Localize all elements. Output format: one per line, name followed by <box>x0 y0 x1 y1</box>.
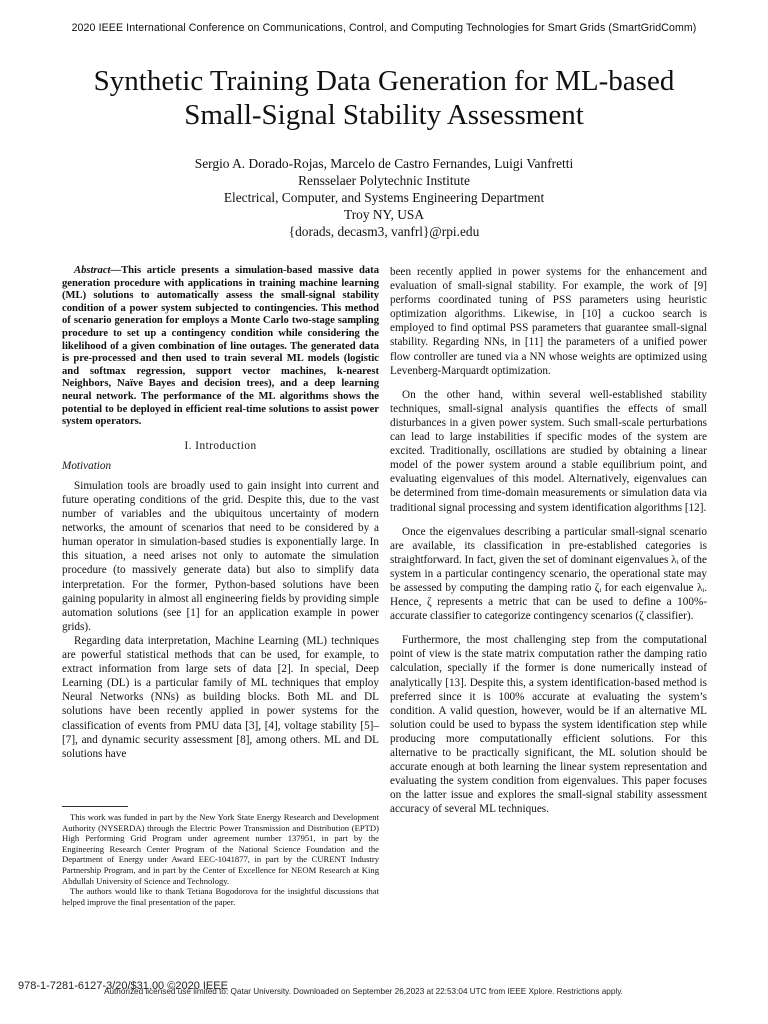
right-paragraph-4: Furthermore, the most challenging step from the computational point of view is the state matrix computation rather the damping ratio calculation, specially if the former is done numerically instead of analytically [13]. Despite this, a system identification-based method is preferred since it is 100% accurate at evaluating the system’s condition. A valid question, however, would be if an alternative ML solution could be used to bypass the system identification step while producing more computationally efficient solutions. For this alternative to be practically significant, the ML solution should be accurate enough at both learning the linear system representation and evaluating the system condition from eigenvalues. This paper focuses on the latter issue and explores the small-signal stability assessment accuracy of several ML techniques. <box>390 634 707 816</box>
author-institute: Rensselaer Polytechnic Institute <box>298 173 470 188</box>
abstract-lead: Abstract <box>74 265 111 276</box>
right-paragraph-1: been recently applied in power systems for the enhancement and evaluation of small-signal stability. For example, the work of [9] performs coordinated tuning of PSS parameters using heuristic optimization algorithms. Likewise, in [10] a cuckoo search is employed to find optimal PSS parameters that guarantee small-signal stability. Regarding NNs, in [11] the parameters of a unified power flow controller are tuned via a NN whose weights are optimized using Levenberg-Marquardt optimization. <box>390 266 707 377</box>
abstract <box>62 265 379 429</box>
footnote-acknowledgment: The authors would like to thank Tetiana Bogodorova for the insightful discussions that helped improve the final presentation of the paper. <box>62 886 379 907</box>
author-location: Troy NY, USA <box>343 207 424 222</box>
footer-isbn: 978-1-7281-6127-3/20/$31.00 ©2020 IEEE <box>18 980 228 992</box>
paper-title <box>40 64 728 132</box>
abstract-text: —This article presents a simulation-based massive data generation procedure with applications in training machine learning (ML) solutions to automatically assess the small-signal stability condition of a power system subjected to contingencies. This method of scenario generation for employs a Monte Carlo two-stage sampling procedure to set up a contingency condition while considering the likelihood of a given combination of line outages. The generated data is pre-processed and then used to train several ML models (logistic and softmax regression, support vector machines, k-nearest Neighbors, Naïve Bayes and decision trees), and a deep learning neural network. The performance of the ML algorithms shows the potential to be deployed in efficient real-time solutions to assist power system operators. <box>62 265 379 428</box>
footnotes <box>62 812 379 907</box>
right-paragraph-3: Once the eigenvalues describing a particular small-signal scenario are available, its classification in pre-established categories is straightforward. In fact, given the set of dominant eigenvalues λᵢ of the system in a particular contingency scenario, the operational state may be assessed by computing the damping ratio ζᵢ for each eigenvalue λᵢ. Hence, ζ represents a metric that can be used to define a 100%-accurate classifier to categorize contingency scenarios (ζ classifier). <box>390 525 707 623</box>
intro-paragraph-2: Regarding data interpretation, Machine Learning (ML) techniques are powerful statistical methods that can be used, for example, to extract information from large sets of data [2]. In special, Deep Learning (DL) is a particular family of ML techniques that employ Neural Networks (NNs) as building blocks. Both ML and DL solutions have been recently applied in power systems for the classification of events from PMU data [3], [4], voltage stability [5]–[7], and dynamic security assessment [8], among others. ML and DL solutions have <box>62 634 379 760</box>
paper-title-line-2: Small-Signal Stability Assessment <box>184 99 584 131</box>
author-department: Electrical, Computer, and Systems Engineering Department <box>223 190 545 205</box>
author-names: Sergio A. Dorado-Rojas, Marcelo de Castro Fernandes, Luigi Vanfretti <box>194 156 574 171</box>
right-paragraph-2: On the other hand, within several well-established stability techniques, small-signal analysis quantifies the effects of small disturbances in a given power system. Such small-scale perturbations can lead to large instabilities if specific modes of the system are excited. Traditionally, oscillations are studied by obtaining a linear model of the power system around a stable equilibrium point, and evaluating eigenvalues of this model. Alternatively, eigenvalues can be determined from time-domain measurements or simulation data via traditional signal processing and system identification algorithms [12]. <box>390 388 707 514</box>
footnote-rule <box>62 806 128 807</box>
section-heading-introduction: I. Introduction <box>184 439 257 452</box>
paper-title-line-1: Synthetic Training Data Generation for ML-based <box>93 65 675 97</box>
author-block <box>60 155 708 240</box>
intro-paragraph-1: Simulation tools are broadly used to gain insight into current and future operating conditions of the grid. Despite this, due to the vast number of variables and the ubiquitous uncertainty of modern networks, the amount of scenarios that need to be considered by a human operator in simulation-based studies is exponentially large. In this situation, a need arises not only to automate the simulation procedure (to massively generate data) but also to simplify data interpretation. For the former, Python-based solutions have been gaining popularity in almost all engineering fields by providing simple automation solutions (see [1] for an application example in power grids). <box>62 479 379 633</box>
footnote-funding: This work was funded in part by the New York State Energy Research and Development Authority (NYSERDA) through the Electric Power Transmission and Distribution (EPTD) High Performing Grid Program under agreement number 137951, in part by the Engineering Research Center Program of the National Science Foundation and the Department of Energy under Award EEC-1041877, in part by the CURENT Industry Partnership Program, and in part by the Center of Excellence for NEOM Research at King Abdullah University of Science and Technology. <box>62 812 379 886</box>
subsection-motivation: Motivation <box>62 459 112 472</box>
left-column <box>62 265 379 761</box>
conference-header: 2020 IEEE International Conference on Communications, Control, and Computing Technologies for Smart Grids (SmartGridComm) <box>71 22 697 34</box>
author-emails: {dorads, decasm3, vanfrl}@rpi.edu <box>288 224 480 239</box>
right-column <box>390 265 707 816</box>
footer-license: Authorized licensed use limited to: Qatar University. Downloaded on September 26,2023 at 22:53:04 UTC from IEEE Xplore. Restrictions apply. <box>104 987 623 996</box>
